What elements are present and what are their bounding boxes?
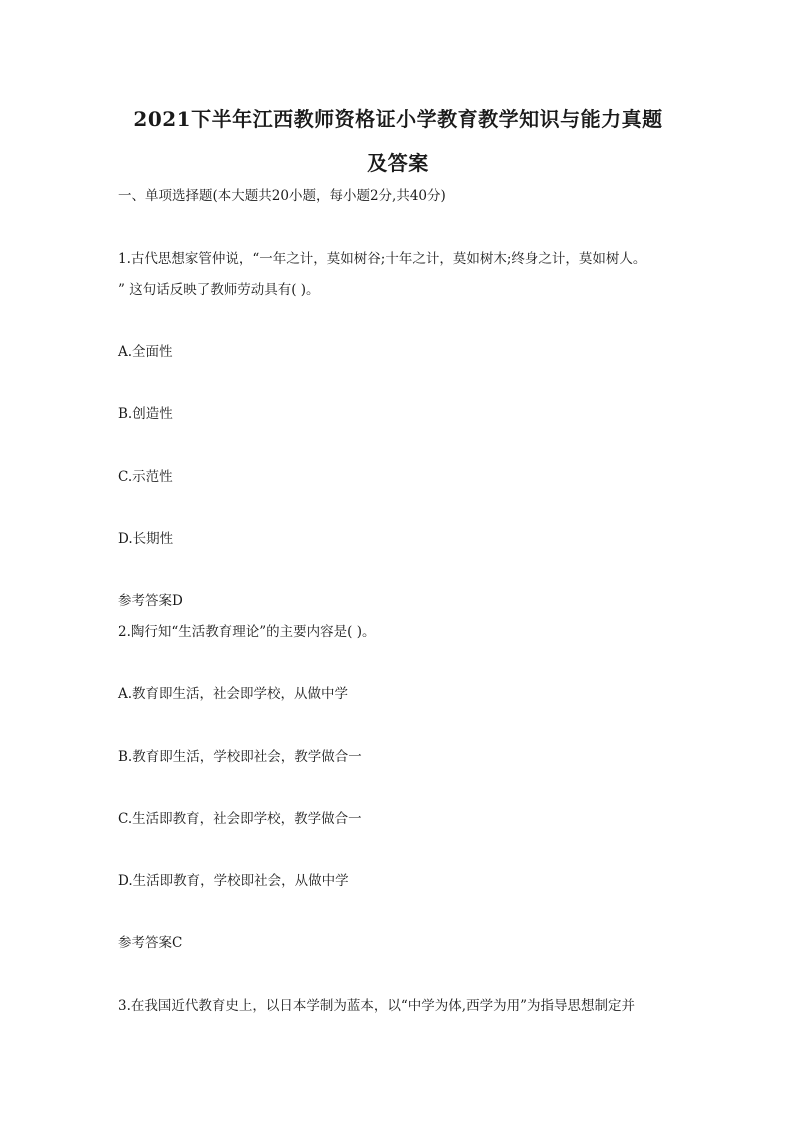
- question-2-option-b: B.教育即生活，学校即社会，教学做合一: [118, 749, 362, 765]
- document-title-line-2: 及答案: [367, 151, 429, 175]
- question-2-stem: 2.陶行知“生活教育理论”的主要内容是( )。: [118, 624, 376, 640]
- question-2-option-a: A.教育即生活，社会即学校，从做中学: [118, 686, 349, 702]
- question-1-stem-line-2: ” 这句话反映了教师劳动具有( )。: [118, 282, 320, 298]
- question-1-option-a: A.全面性: [118, 344, 173, 360]
- section-heading: 一、单项选择题(本大题共20小题，每小题2分,共40分): [118, 188, 446, 204]
- question-2-option-c: C.生活即教育，社会即学校，教学做合一: [118, 811, 362, 827]
- document-title-line-1: 2021下半年江西教师资格证小学教育教学知识与能力真题: [133, 107, 663, 131]
- question-1-stem-line-1: 1.古代思想家管仲说，“一年之计，莫如树谷;十年之计，莫如树木;终身之计，莫如树人。: [118, 251, 647, 267]
- question-1-option-b: B.创造性: [118, 406, 173, 422]
- question-3-stem-line-1: 3.在我国近代教育史上，以日本学制为蓝本，以“中学为体,西学为用”为指导思想制定并: [118, 998, 635, 1014]
- question-2-option-d: D.生活即教育，学校即社会，从做中学: [118, 873, 349, 889]
- question-2-answer: 参考答案C: [118, 935, 183, 951]
- question-1-option-d: D.长期性: [118, 531, 174, 547]
- question-1-option-c: C.示范性: [118, 469, 173, 485]
- question-1-answer: 参考答案D: [118, 593, 183, 609]
